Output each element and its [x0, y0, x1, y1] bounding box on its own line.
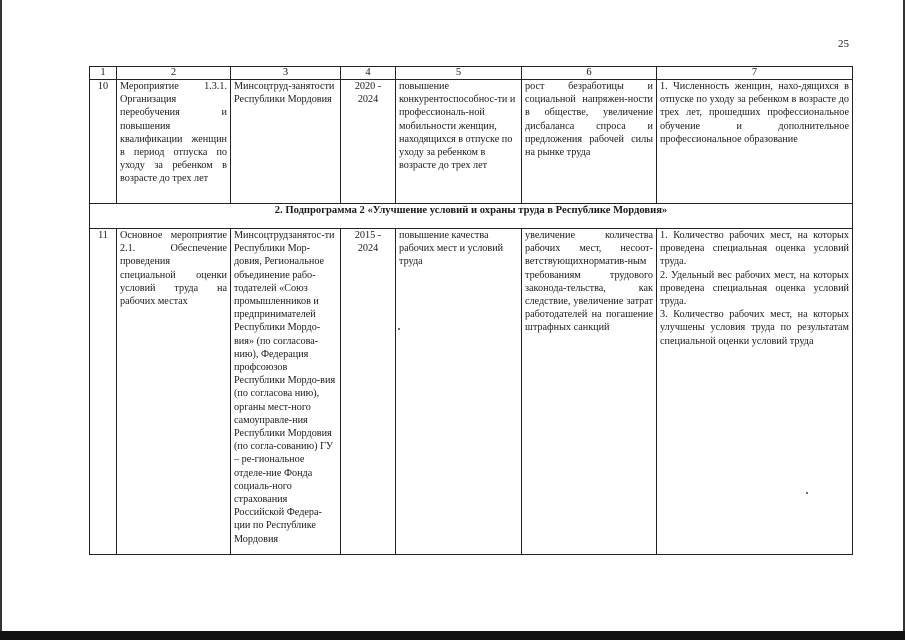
header-row — [90, 67, 853, 80]
header-cell: 3 — [231, 67, 341, 80]
header-cell: 4 — [341, 67, 396, 80]
result-cell: повышение конкурентоспособнос-ти и профессиональ-ной мобильности женщин, находящихся в отпуске по уходу за ребенком в возрасте до трех лет — [396, 80, 522, 204]
scan-speck — [398, 328, 400, 330]
scan-speck — [806, 492, 808, 494]
program-table — [89, 66, 853, 555]
header-cell: 5 — [396, 67, 522, 80]
page-number: 25 — [838, 38, 849, 50]
years-cell: 2015 - 2024 — [341, 229, 396, 555]
indicator-item: 2. Удельный вес рабочих мест, на которых проведена специальная оценка условий труда. — [660, 269, 849, 308]
header-cell: 1 — [90, 67, 117, 80]
indicator-item: 1. Количество рабочих мест, на которых проведена специальная оценка условий труда. — [660, 230, 849, 268]
table-row — [90, 80, 853, 204]
executor-cell: Минсоцтруд-занятости Республики Мордовия — [231, 80, 341, 204]
row-number: 11 — [90, 229, 117, 555]
activity-cell: Основное мероприятие 2.1. Обеспечение проведения специальной оценки условий труда на рабочих местах — [117, 229, 231, 555]
consequences-cell: увеличение количества рабочих мест, несоот-ветствующихнорматив-ным требованиям трудового законода-тельства, как следствие, увеличение затрат работодателей на погашение штрафных санкций — [522, 229, 657, 555]
table-row — [90, 229, 853, 555]
scan-edge-left — [0, 0, 2, 640]
header-cell: 7 — [657, 67, 853, 80]
scan-edge-bottom — [0, 631, 905, 640]
executor-cell: Минсоцтрудзанятос-ти Республики Мор-довия, Региональное объединение рабо-тодателей «Союз промышленников и предпринимателей Республики Мордо-вия» (по согласова-нию), Федерация профсоюзов Республики Мордо-вия (по согласова нию), органы мест-ного самоуправле-ния Республики Мордовия (по согла-сованию) ГУ – ре-гиональное отделе-ние Фонда социаль-ного страхования Российской Федера-ции по Республике Мордовия — [231, 229, 341, 555]
subprogram-title: 2. Подпрограмма 2 «Улучшение условий и охраны труда в Республике Мордовия» — [90, 204, 853, 229]
years-cell: 2020 - 2024 — [341, 80, 396, 204]
header-cell: 2 — [117, 67, 231, 80]
activity-cell: Мероприятие 1.3.1. Организация переобучения и повышения квалификации женщин в период отпуска по уходу за ребенком в возрасте до трех лет — [117, 80, 231, 204]
indicator-item: 3. Количество рабочих мест, на которых улучшены условия труда по результатам специальной оценки условий труда — [660, 309, 849, 347]
subprogram-row — [90, 204, 853, 229]
result-cell: повышение качества рабочих мест и условий труда — [396, 229, 522, 555]
header-cell: 6 — [522, 67, 657, 80]
indicators-cell — [657, 229, 853, 555]
indicators-cell: 1. Численность женщин, нахо-дящихся в отпуске по уходу за ребенком в возрасте до трех лет, прошедших профессиональное обучение и дополнительное профессиональное образование — [657, 80, 853, 204]
consequences-cell: рост безработицы и социальной напряжен-ности в обществе, увеличение дисбаланса спроса и предложения рабочей силы на рынке труда — [522, 80, 657, 204]
row-number: 10 — [90, 80, 117, 204]
